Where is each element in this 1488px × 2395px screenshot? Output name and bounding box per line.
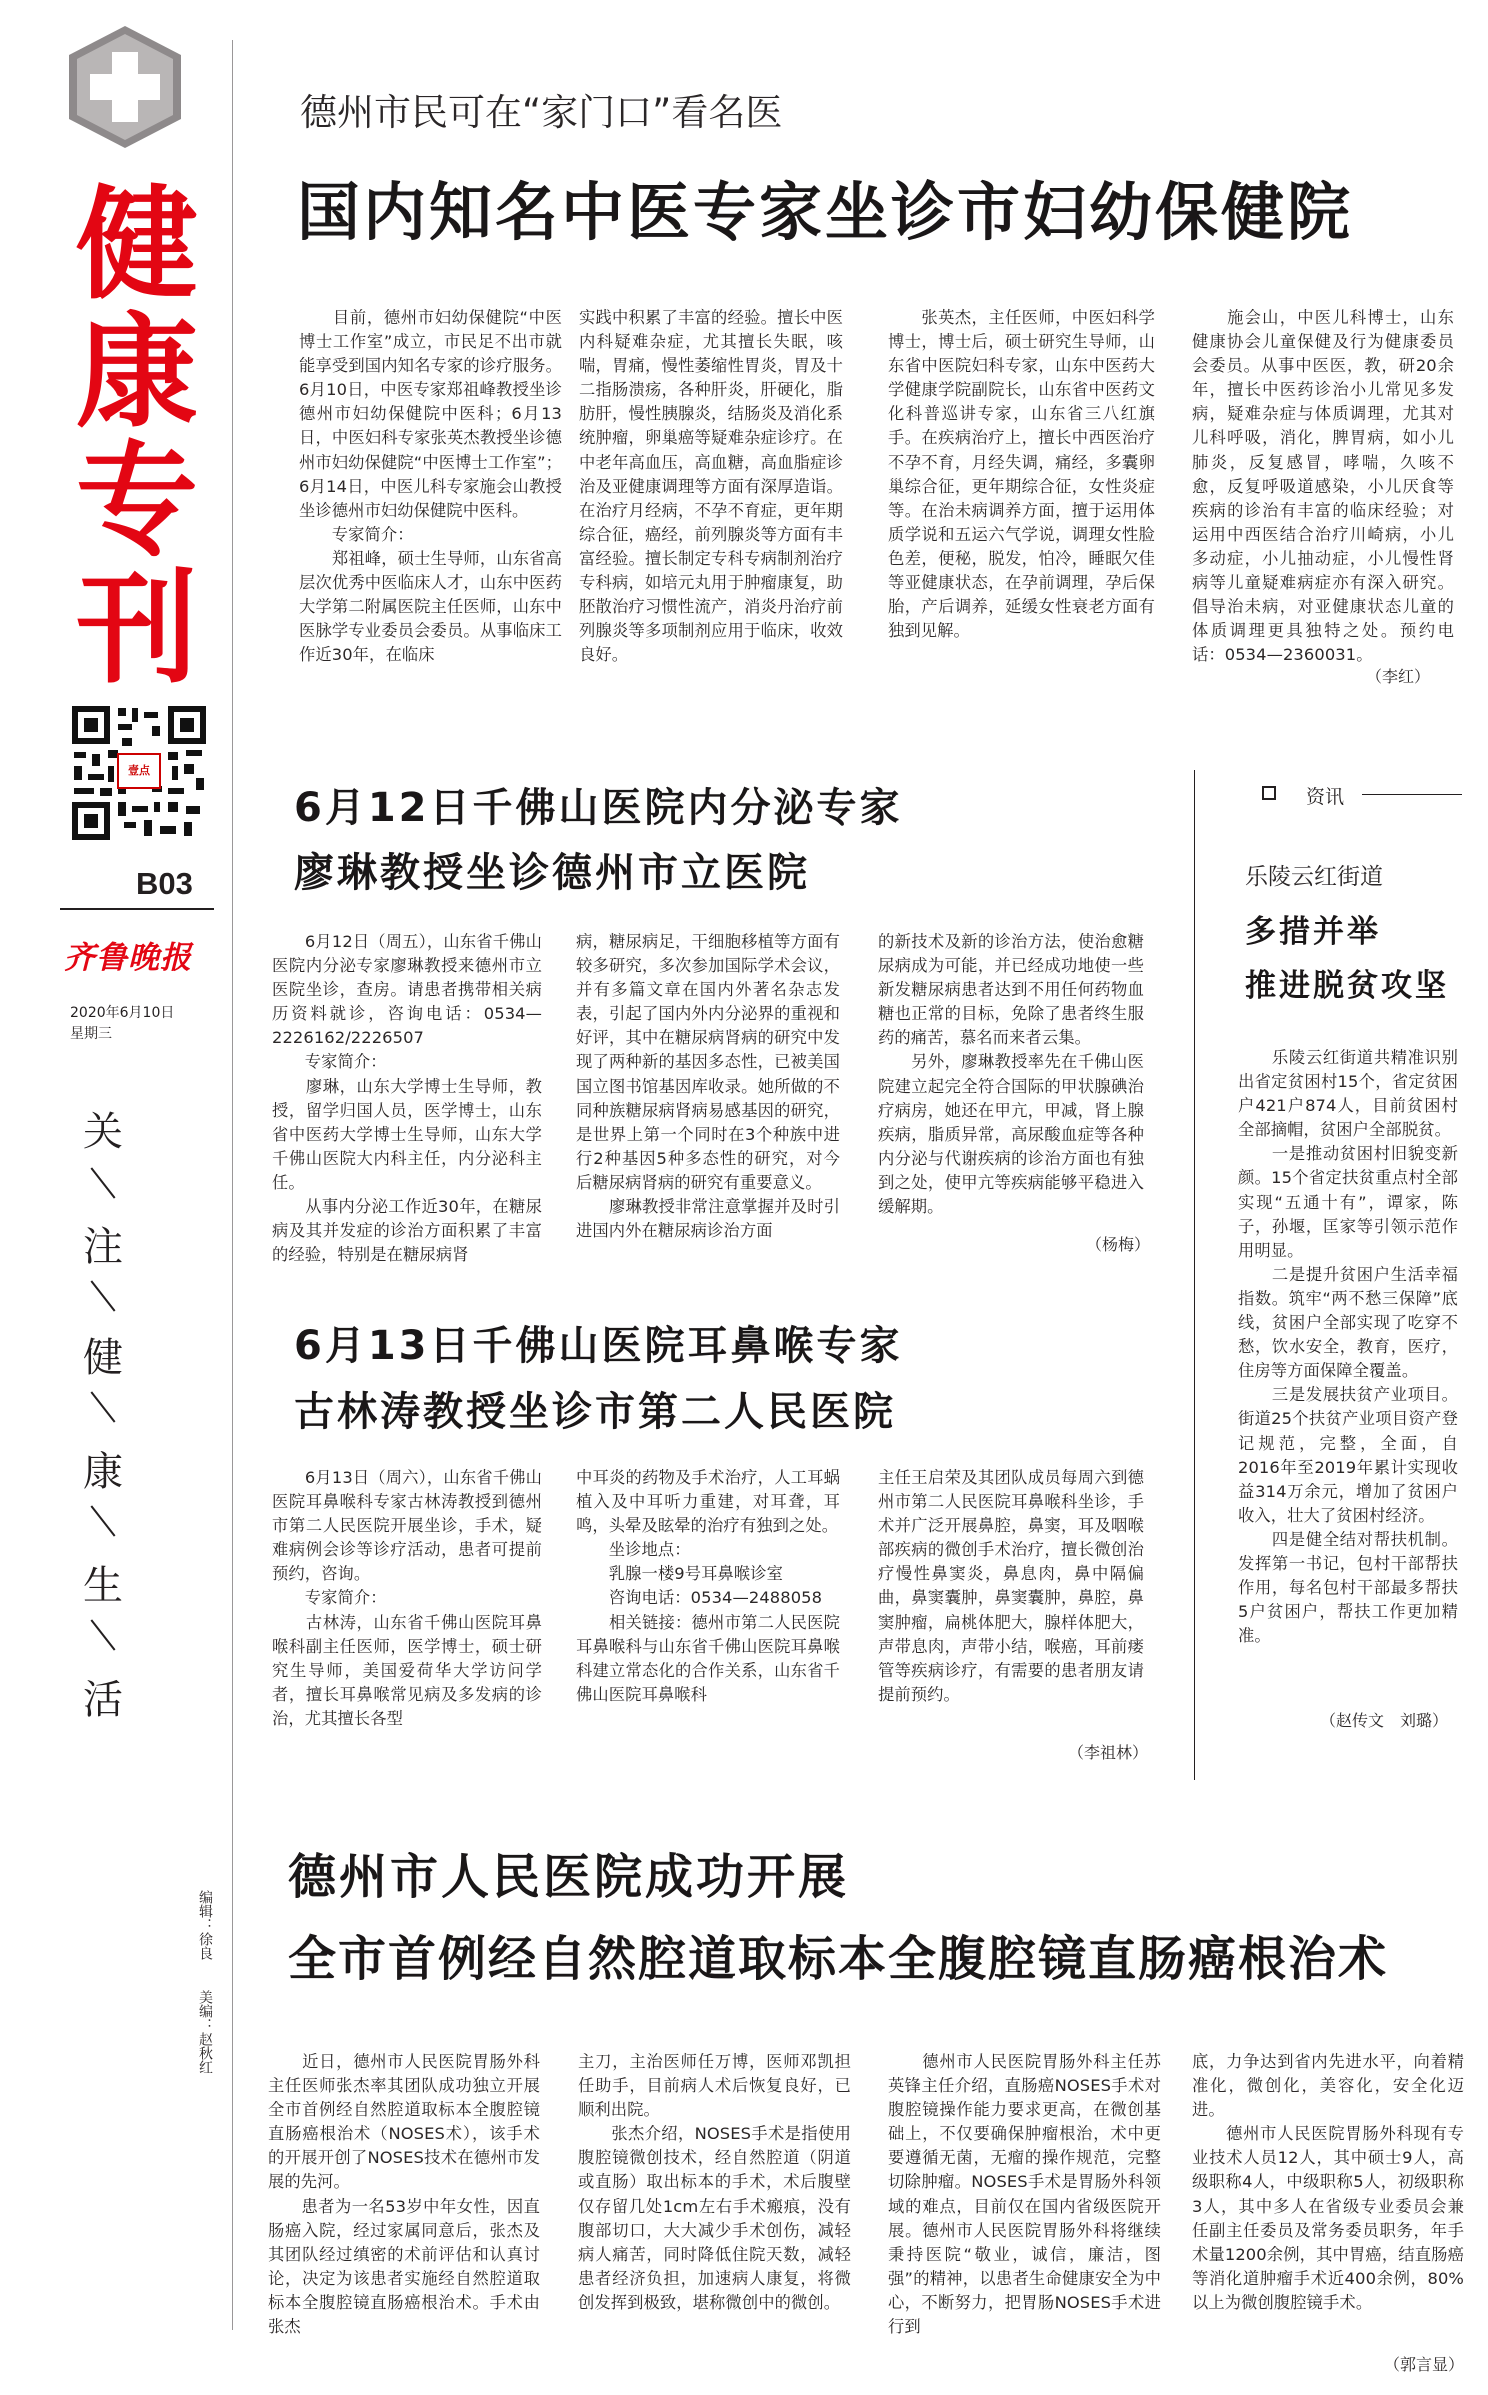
article2-title-line1: 6月12日千佛山医院内分泌专家	[294, 785, 903, 831]
article2-signature: （杨梅）	[1086, 1235, 1151, 1254]
slogan-char: 注	[83, 1224, 123, 1270]
editor-label: 编辑：	[197, 1890, 213, 1932]
article3-column: 6月13日（周六），山东省千佛山医院耳鼻喉科专家古林涛教授到德州市第二人民医院开展坐诊，手术，疑难病例会诊等诊疗活动，患者可提前预约，咨询。 专家简介： 古林涛，山东省千佛山医院耳鼻喉科副主任医师，医学博士，硕士研究生导师，美国爱荷华大学访问学者，擅长耳鼻喉常见病及多发病的诊治，尤其擅长各型	[272, 1468, 542, 1728]
article2-column: 的新技术及新的诊治方法，使治愈糖尿病成为可能，并已经成功地使一些新发糖尿病患者达到不用任何药物血糖也正常的目标，免除了患者终生服药的痛苦，慕名而来者云集。 另外，廖琳教授率先在千佛山医院建立起完全符合国际的甲状腺碘治疗病房，她还在甲亢，甲减，肾上腺疾病，脂质异常，高尿酸血症等各种内分泌与代谢疾病的诊治方面也有独到之处，使甲亢等疾病能够平稳进入缓解期。	[878, 932, 1144, 1217]
masthead-char: 专	[76, 428, 198, 572]
designer-credit	[196, 1990, 214, 2074]
sidebar-divider	[1194, 770, 1195, 1780]
article1-column: 实践中积累了丰富的经验。擅长中医内科疑难杂症，尤其擅长失眠，咳喘，胃痛，慢性萎缩性胃炎，胃及十二指肠溃疡，各种肝炎，肝硬化，脂肪肝，慢性胰腺炎，结肠炎及消化系统肿瘤，卵巢癌等疑难杂症诊疗。在中老年高血压，高血糖，高血脂症诊治及亚健康调理等方面有深厚造诣。在治疗月经病，不孕不育症，更年期综合征，癌经，前列腺炎等方面有丰富经验。擅长制定专科专病制剂治疗专科病，如培元丸用于肿瘤康复，助胚散治疗习惯性流产，消炎丹治疗前列腺炎等多项制剂应用于临床，收效良好。	[579, 308, 843, 665]
slogan-char: 康	[83, 1449, 123, 1495]
article3-column: 中耳炎的药物及手术治疗，人工耳蜗植入及中耳听力重建，对耳聋，耳鸣，头晕及眩晕的治疗有独到之处。 坐诊地点： 乳腺一楼9号耳鼻喉诊室 咨询电话：0534—2488058 相关链接：德州市第二人民医院耳鼻喉科与山东省千佛山医院耳鼻喉科建立常态化的合作关系，山东省千佛山医院耳鼻喉科	[576, 1468, 840, 1704]
page-code: B03	[136, 866, 193, 901]
article3-title-line2: 古林涛教授坐诊市第二人民医院	[294, 1389, 896, 1435]
masthead-char: 康	[76, 300, 198, 444]
slogan-char: 生	[83, 1563, 123, 1609]
issue-date: 2020年6月10日	[70, 1005, 175, 1021]
article1-title: 国内知名中医专家坐诊市妇幼保健院	[297, 176, 1353, 249]
article4-column: 底，力争达到省内先进水平，向着精准化，微创化，美容化，安全化迈进。 德州市人民医院胃肠外科现有专业技术人员12人，其中硕士9人，高级职称4人，中级职称5人，初级职称3人，其中多人在省级专业委员会兼任副主任委员及常务委员职务，年手术量1200余例，其中胃癌，结直肠癌等消化道肿瘤手术近400余例，80%以上为微创腹腔镜手术。	[1192, 2052, 1464, 2312]
article3-signature: （李祖林）	[1068, 1743, 1149, 1762]
sidebar-body: 乐陵云红街道共精准识别出省定贫困村15个，省定贫困户421户874人，目前贫困村全部摘帽，贫困户全部脱贫。 一是推动贫困村旧貌变新颜。15个省定扶贫重点村全部实现“五通十有”，谭家，陈子，孙堰，匡家等引领示范作用明显。 二是提升贫困户生活幸福指数。筑牢“两不愁三保障”底线，贫困户全部实现了吃穿不愁，饮水安全，教育，医疗，住房等方面保障全覆盖。 三是发展扶贫产业项目。街道25个扶贫产业项目资产登记规范，完整，全面，自2016年至2019年累计实现收益314万余元，增加了贫困户收入，壮大了贫困村经济。 四是健全结对帮扶机制。发挥第一书记，包村干部帮扶作用，每名包村干部最多帮扶5户贫困户，帮扶工作更加精准。	[1238, 1048, 1458, 1646]
article3-title-line1: 6月13日千佛山医院耳鼻喉专家	[294, 1323, 903, 1369]
slogan-divider	[91, 1167, 116, 1198]
slogan-divider	[91, 1391, 116, 1422]
article2-title-line2: 廖琳教授坐诊德州市立医院	[294, 850, 810, 896]
square-icon	[1262, 786, 1276, 800]
article4-column: 主刀，主治医师任万博，医师邓凯担任助手，目前病人术后恢复良好，已顺利出院。 张杰介绍，NOSES手术是指使用腹腔镜微创技术，经自然腔道（阴道或直肠）取出标本的手术，术后腹壁仅存留几处1cm左右手术瘢痕，没有腹部切口，大大减少手术创伤，减轻病人痛苦，同时降低住院天数，减轻患者经济负担，加速病人康复，将微创发挥到极致，堪称微创中的微创。	[578, 2052, 851, 2312]
editor-name: 徐良	[197, 1932, 213, 1960]
cross-logo-icon	[60, 22, 190, 152]
article1-column: 施会山，中医儿科博士，山东健康协会儿童保健及行为健康委员会委员。从事中医医，教，研20余年，擅长中医药诊治小儿常见多发病，疑难杂症与体质调理，尤其对儿科呼吸，消化，脾胃病，如小儿肺炎，反复感冒，哮喘，久咳不愈，反复呼吸道感染，小儿厌食等疾病的诊治有丰富的临床经验；对运用中西医结合治疗川崎病，小儿多动症，小儿抽动症，小儿慢性肾病等儿童疑难病症亦有深入研究。倡导治未病，对亚健康状态儿童的体质调理更具独特之处。预约电话：0534—2360031。	[1192, 308, 1454, 665]
article4-column: 德州市人民医院胃肠外科主任苏英锋主任介绍，直肠癌NOSES手术对腹腔镜操作能力要求更高，在微创基础上，不仅要确保肿瘤根治，术中更要遵循无菌，无瘤的操作规范，完整切除肿瘤。NOSES手术是胃肠外科领域的难点，目前仅在国内省级医院开展。德州市人民医院胃肠外科将继续秉持医院“敬业，诚信，廉洁，图强”的精神，以患者生命健康安全为中心，不断努力，把胃肠NOSES手术进行到	[888, 2052, 1161, 2337]
slogan-char: 健	[83, 1335, 123, 1381]
masthead-logo	[60, 22, 190, 152]
article4-signature: （郭言显）	[1384, 2355, 1465, 2374]
masthead-char: 健	[76, 172, 198, 316]
article3-column: 主任王启荣及其团队成员每周六到德州市第二人民医院耳鼻喉科坐诊，手术并广泛开展鼻腔，鼻窦，耳及咽喉部疾病的微创手术治疗，擅长微创治疗慢性鼻窦炎，鼻息肉，鼻中隔偏曲，鼻窦囊肿，鼻窦囊肿，鼻腔，鼻窦肿瘤，扁桃体肥大，腺样体肥大，声带息肉，声带小结，喉癌，耳前瘘管等疾病诊疗，有需要的患者朋友请提前预约。	[878, 1468, 1144, 1704]
slogan-divider	[91, 1280, 116, 1311]
article1-column: 张英杰，主任医师，中医妇科学博士，博士后，硕士研究生导师，山东省中医院妇科专家，山东中医药大学健康学院副院长，山东省中医药文化科普巡讲专家，山东省三八红旗手。在疾病治疗上，擅长中西医治疗不孕不育，月经失调，痛经，多囊卵巢综合征，更年期综合征，女性炎症等。在治未病调养方面，擅于运用体质学说和五运六气学说，调理女性脸色差，便秘，脱发，怕冷，睡眠欠佳等亚健康状态，在孕前调理，孕后保胎，产后调养，延缓女性衰老方面有独到见解。	[888, 308, 1155, 641]
slogan-divider	[91, 1619, 116, 1650]
masthead-char: 刊	[76, 556, 198, 700]
slogan-char: 活	[83, 1677, 123, 1723]
sidebar-title-line1: 多措并举	[1245, 914, 1381, 950]
slogan-divider	[91, 1505, 116, 1536]
masthead-divider	[232, 40, 233, 2330]
article4-title-line1: 德州市人民医院成功开展	[288, 1849, 850, 1905]
designer-name: 赵秋红	[197, 2032, 213, 2074]
editor-credit	[196, 1890, 214, 1960]
article1-kicker: 德州市民可在“家门口”看名医	[300, 91, 783, 134]
sidebar-header-rule	[1362, 794, 1462, 795]
article1-column: 目前，德州市妇幼保健院“中医博士工作室”成立，市民足不出市就能享受到国内知名专家的诊疗服务。6月10日，中医专家郑祖峰教授坐诊德州市妇幼保健院中医科；6月13日，中医妇科专家张英杰教授坐诊德州市妇幼保健院“中医博士工作室”；6月14日，中医儿科专家施会山教授坐诊德州市妇幼保健院中医科。 专家简介： 郑祖峰，硕士生导师，山东省高层次优秀中医临床人才，山东中医药大学第二附属医院主任医师，山东中医脉学专业委员会委员。从事临床工作近30年，在临床	[299, 308, 562, 665]
qr-code[interactable]	[68, 702, 210, 844]
designer-label: 美编：	[197, 1990, 213, 2032]
sidebar-title-line2: 推进脱贫攻坚	[1245, 968, 1449, 1004]
sidebar-signature: （赵传文 刘璐）	[1320, 1711, 1449, 1730]
slogan-char: 关	[83, 1109, 123, 1155]
article4-title-line2: 全市首例经自然腔道取标本全腹腔镜直肠癌根治术	[288, 1931, 1389, 1987]
issue-weekday: 星期三	[70, 1026, 112, 1042]
article1-signature: （李红）	[1366, 667, 1431, 686]
article2-column: 6月12日（周五），山东省千佛山医院内分泌专家廖琳教授来德州市立医院坐诊，查房。请患者携带相关病历资料就诊，咨询电话：0534—2226162/2226507 专家简介： 廖琳，山东大学博士生导师，教授，留学归国人员，医学博士，山东省中医药大学博士生导师，山东大学千佛山医院大内科主任，内分泌科主任。 从事内分泌工作近30年，在糖尿病及其并发症的诊治方面积累了丰富的经验，特别是在糖尿病肾	[272, 932, 542, 1265]
article4-column: 近日，德州市人民医院胃肠外科主任医师张杰率其团队成功独立开展全市首例经自然腔道取标本全腹腔镜直肠癌根治术（NOSES术），该手术的开展开创了NOSES技术在德州市发展的先河。 患者为一名53岁中年女性，因直肠癌入院，经过家属同意后，张杰及其团队经过缜密的术前评估和认真讨论，决定为该患者实施经自然腔道取标本全腹腔镜直肠癌根治术。手术由张杰	[268, 2052, 540, 2337]
qr-label: 壹点	[128, 764, 150, 777]
sidebar-kicker: 乐陵云红街道	[1245, 864, 1383, 890]
sidebar-header	[1262, 782, 1462, 808]
sidebar-section-label: 资讯	[1306, 786, 1345, 808]
page-code-rule	[60, 908, 214, 910]
article2-column: 病，糖尿病足，干细胞移植等方面有较多研究，多次参加国际学术会议，并有多篇文章在国内外著名杂志发表，引起了国内外内分泌界的重视和好评，其中在糖尿病肾病的研究中发现了两种新的基因多态性，已被美国国立图书馆基因库收录。她所做的不同种族糖尿病肾病易感基因的研究，是世界上第一个同时在3个种族中进行2种基因5种多态性的研究，对今后糖尿病肾病的研究有重要意义。 廖琳教授非常注意掌握并及时引进国内外在糖尿病诊治方面	[576, 932, 840, 1241]
masthead-title	[52, 172, 222, 700]
newspaper-name: 齐鲁晚报	[64, 940, 192, 976]
